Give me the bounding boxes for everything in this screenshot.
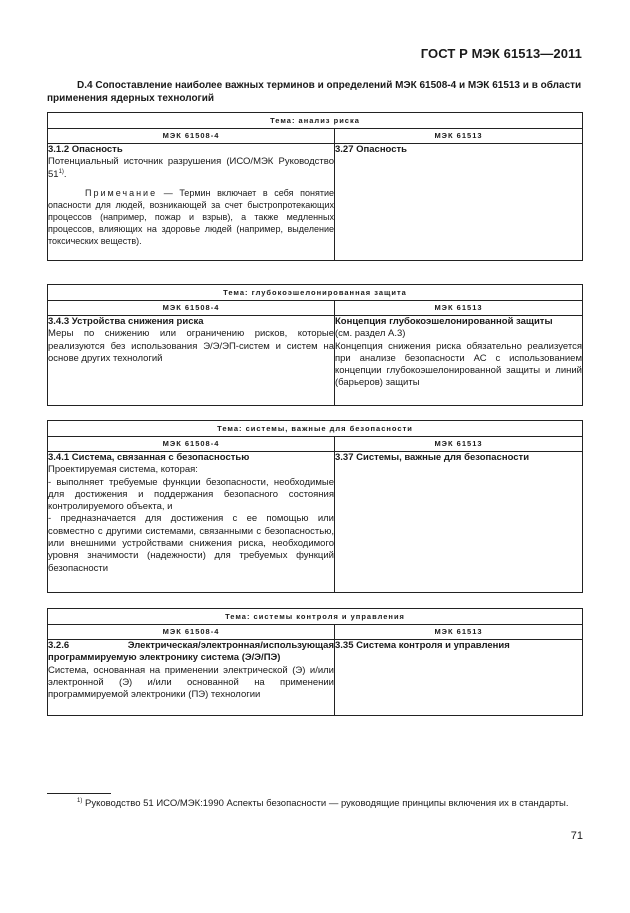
left-definition-line: - выполняет требуемые функции безопасности, необходимые для достижения и поддержания безопасного состояния контролируемого объекта, и [48,476,334,513]
left-definition: Система, основанная на применении электрической (Э) и/или электронной (Э) и/или основанной на применении программируемой электроники (ПЭ) технологии [48,664,334,701]
column-header-left: МЭК 61508-4 [48,437,335,452]
column-header-left: МЭК 61508-4 [48,129,335,144]
comparison-table-risk-analysis [47,112,583,261]
left-term: 3.2.6 Электрическая/электронная/использующая программируемую электронику система (Э/Э/ПЭ) [48,640,334,664]
right-definition-cell [335,144,583,261]
note-text: — Термин включает в себя понятие опасности для людей, возникающей за счет быстропротекающих процессов (например, пожар и взрыв), а также медленных процессов, влияющих на здоровье людей (например, выделение токсических веществ). [48,187,334,246]
right-definition-cell [335,452,583,593]
comparison-table-defense-in-depth [47,284,583,406]
left-definition-line: - предназначается для достижения с ее помощью или совместно с другими системами, связанными с безопасностью, или внешними устройствами снижения риска, необходимого уровня значимости (надежности) для требуемых функций безопасности [48,513,334,574]
footnote-divider [47,793,111,794]
footnote [47,797,582,810]
right-definition: Концепция снижения риска обязательно реализуется при анализе безопасности АС с использованием концепции глубокоэшелонированной защиты и линий (барьеров) защиты [335,340,582,389]
note [48,187,334,247]
left-term: 3.4.3 Устройства снижения риска [48,316,204,327]
section-title [47,80,583,105]
right-definition-cell [335,316,583,406]
left-definition-cell [48,144,335,261]
left-term: 3.1.2 Опасность [48,144,123,155]
right-term: 3.37 Системы, важные для безопасности [335,452,530,463]
table-topic: Тема: анализ риска [48,113,583,129]
column-header-left: МЭК 61508-4 [48,625,335,640]
column-header-right: МЭК 61513 [335,625,583,640]
table-topic: Тема: системы контроля и управления [48,609,583,625]
footnote-text: Руководство 51 ИСО/МЭК:1990 Аспекты безопасности — руководящие принципы включения их в стандарты. [82,798,569,809]
note-label: Примечание [85,187,158,198]
footnote-ref: 1) [58,168,64,175]
left-term: 3.4.1 Система, связанная с безопасностью [48,452,250,463]
column-header-left: МЭК 61508-4 [48,301,335,316]
left-definition-end: . [63,168,67,180]
table-topic: Тема: системы, важные для безопасности [48,421,583,437]
left-definition-text: Потенциальный источник разрушения (ИСО/МЭК Руководство 51 [48,156,334,180]
right-term: Концепция глубокоэшелонированной защиты [335,316,553,327]
comparison-table-safety-systems [47,420,583,593]
comparison-table-control-systems [47,608,583,716]
right-term: 3.35 Система контроля и управления [335,640,510,651]
right-term: 3.27 Опасность [335,144,408,155]
left-definition-line: Проектируемая система, которая: [48,464,198,476]
right-reference: (см. раздел А.3) [335,328,406,340]
left-definition-cell [48,316,335,406]
page-number: 71 [570,830,583,842]
left-definition [48,156,334,181]
table-topic: Тема: глубокоэшелонированная защита [48,285,583,301]
left-definition-cell [48,452,335,593]
section-number: D.4 [77,80,93,91]
left-definition: Меры по снижению или ограничению рисков, которые реализуются без использования Э/Э/ЭП-систем и систем на основе других технологий [48,328,334,364]
footnote-marker: 1) [77,797,83,804]
column-header-right: МЭК 61513 [335,437,583,452]
column-header-right: МЭК 61513 [335,129,583,144]
right-definition-cell [335,640,583,716]
section-title-text: Сопоставление наиболее важных терминов и определений МЭК 61508-4 и МЭК 61513 и в области применения ядерных технологий [47,80,582,104]
document-id: ГОСТ Р МЭК 61513—2011 [420,46,582,61]
column-header-right: МЭК 61513 [335,301,583,316]
left-definition-cell [48,640,335,716]
